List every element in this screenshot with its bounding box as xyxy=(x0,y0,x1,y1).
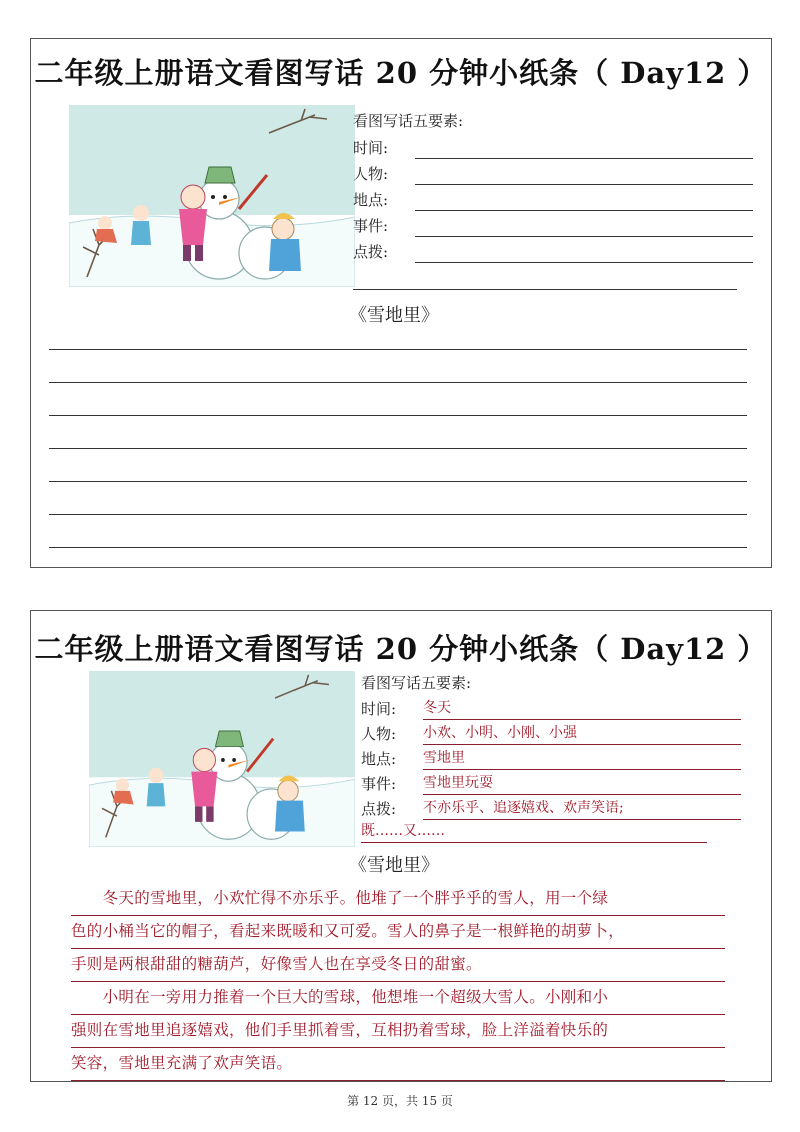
story-title: 《雪地里》 xyxy=(349,855,439,876)
element-row-place xyxy=(353,185,753,211)
writing-line[interactable] xyxy=(49,317,747,350)
answer-line[interactable] xyxy=(415,136,753,159)
worksheet-answer xyxy=(30,610,772,1082)
writing-line[interactable] xyxy=(49,416,747,449)
writing-lines[interactable] xyxy=(49,317,747,548)
story-title: 《雪地里》 xyxy=(349,305,439,326)
answer-line[interactable] xyxy=(415,188,753,211)
worksheet-blank xyxy=(30,38,772,568)
snowman-illustration xyxy=(69,105,355,287)
elements-heading: 看图写话五要素: xyxy=(361,674,472,692)
five-elements-panel xyxy=(353,109,753,290)
five-elements-panel xyxy=(361,671,741,843)
element-label: 地点: xyxy=(361,750,397,768)
element-row-event xyxy=(361,770,741,795)
element-row-tip xyxy=(353,237,753,263)
worksheet-title: 二年级上册语文看图写话 20 分钟小纸条（ Day12 ） xyxy=(34,632,768,666)
essay-line: 冬天的雪地里，小欢忙得不亦乐乎。他堆了一个胖乎乎的雪人，用一个绿 xyxy=(71,883,725,916)
element-label: 地点: xyxy=(353,191,389,209)
answer-line[interactable] xyxy=(415,240,753,263)
element-row-people xyxy=(361,720,741,745)
element-label: 点拨: xyxy=(361,800,397,818)
element-label: 人物: xyxy=(353,165,389,183)
answer-value: 不亦乐乎、追逐嬉戏、欢声笑语; xyxy=(423,797,741,820)
answer-value: 小欢、小明、小刚、小强 xyxy=(423,722,741,745)
element-label: 事件: xyxy=(353,217,389,235)
answer-line-extra[interactable] xyxy=(353,267,737,290)
element-row-place xyxy=(361,745,741,770)
writing-line[interactable] xyxy=(49,350,747,383)
essay-line: 笑容，雪地里充满了欢声笑语。 xyxy=(71,1048,725,1081)
element-label: 时间: xyxy=(353,139,389,157)
writing-line[interactable] xyxy=(49,383,747,416)
answer-value: 雪地里 xyxy=(423,747,741,770)
essay-line: 手则是两根甜甜的糖葫芦，好像雪人也在享受冬日的甜蜜。 xyxy=(71,949,725,982)
essay-line: 色的小桶当它的帽子，看起来既暖和又可爱。雪人的鼻子是一根鲜艳的胡萝卜， xyxy=(71,916,725,949)
answer-line[interactable] xyxy=(415,214,753,237)
writing-line[interactable] xyxy=(49,515,747,548)
tip-continuation: 既……又…… xyxy=(361,820,707,843)
element-label: 时间: xyxy=(361,700,397,718)
snowman-illustration xyxy=(89,671,355,847)
page-footer: 第 12 页，共 15 页 xyxy=(347,1094,453,1108)
element-row-time xyxy=(361,695,741,720)
element-row-event xyxy=(353,211,753,237)
element-row-time xyxy=(353,133,753,159)
element-row-people xyxy=(353,159,753,185)
essay-line: 强则在雪地里追逐嬉戏，他们手里抓着雪，互相扔着雪球，脸上洋溢着快乐的 xyxy=(71,1015,725,1048)
essay-line: 小明在一旁用力推着一个巨大的雪球，他想堆一个超级大雪人。小刚和小 xyxy=(71,982,725,1015)
answer-value: 冬天 xyxy=(423,697,741,720)
answer-line[interactable] xyxy=(415,162,753,185)
writing-line[interactable] xyxy=(49,449,747,482)
writing-line[interactable] xyxy=(49,482,747,515)
elements-heading: 看图写话五要素: xyxy=(353,112,464,130)
worksheet-title: 二年级上册语文看图写话 20 分钟小纸条（ Day12 ） xyxy=(34,56,768,90)
sample-essay xyxy=(71,883,725,1081)
element-label: 事件: xyxy=(361,775,397,793)
element-label: 人物: xyxy=(361,725,397,743)
element-label: 点拨: xyxy=(353,243,389,261)
answer-value: 雪地里玩耍 xyxy=(423,772,741,795)
element-row-tip xyxy=(361,795,741,820)
